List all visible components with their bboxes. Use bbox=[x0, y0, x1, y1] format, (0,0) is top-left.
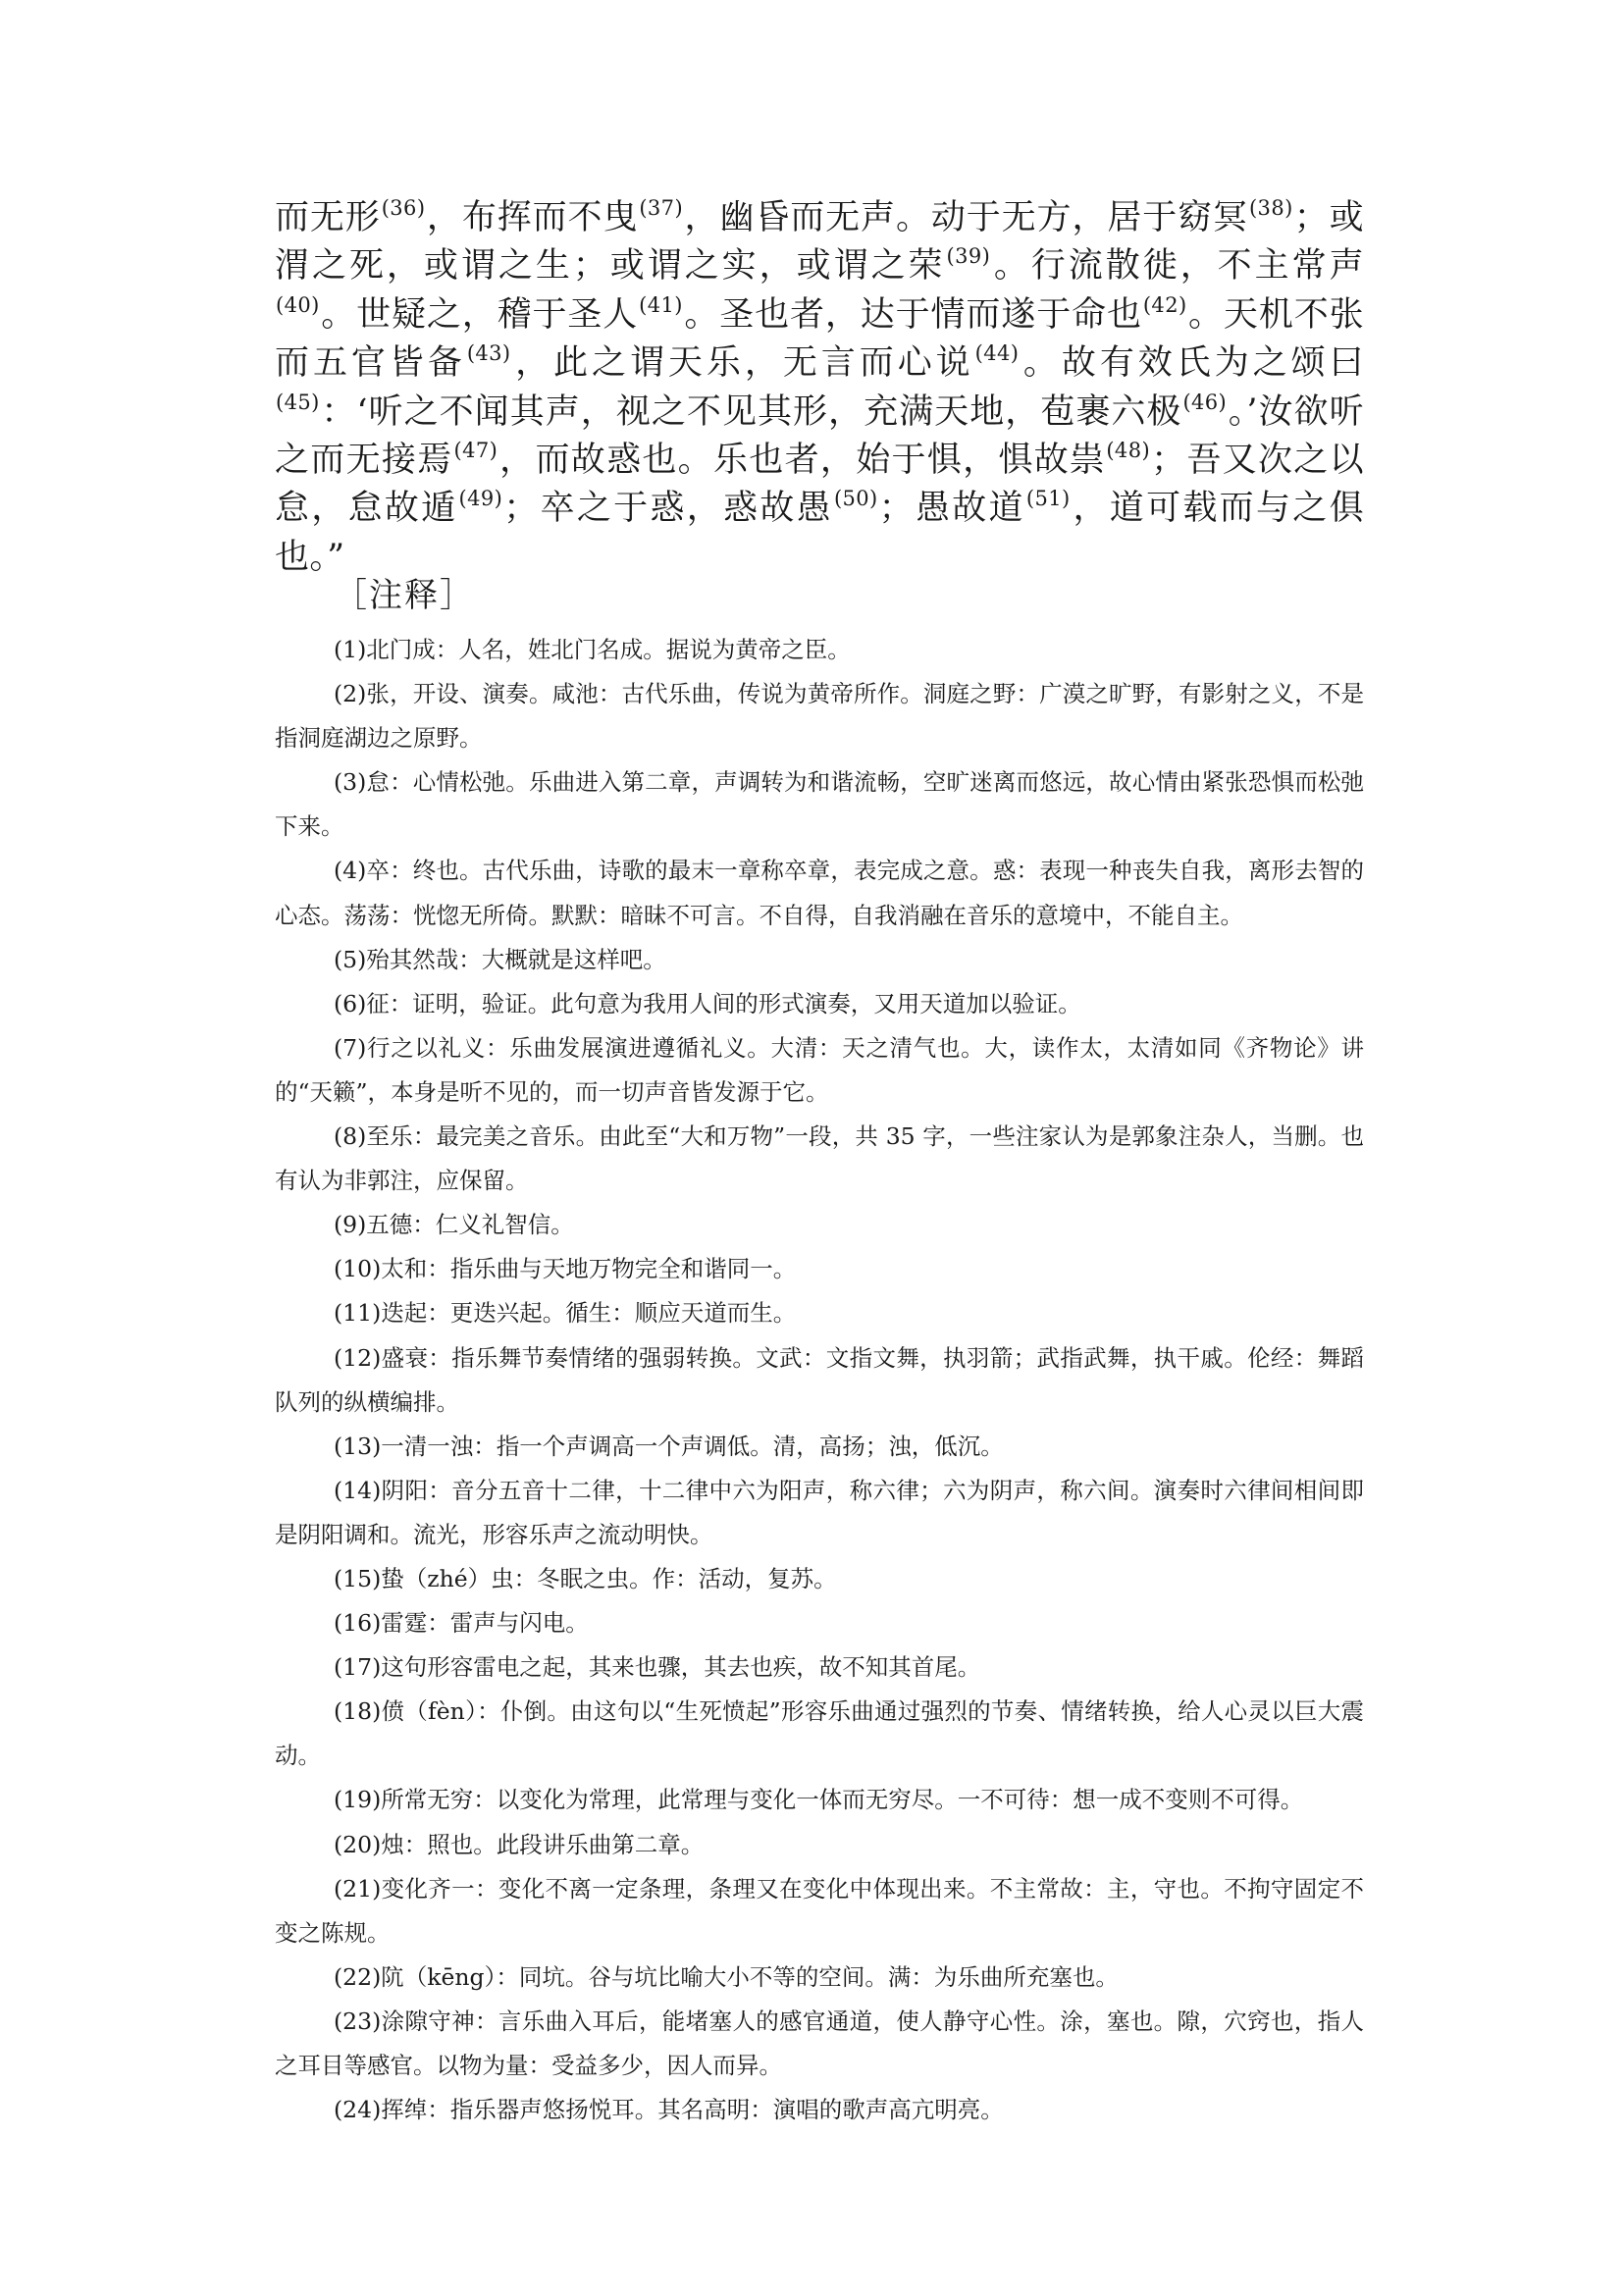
note-reference-marker: (46) bbox=[1182, 390, 1228, 414]
note-item: (2)张，开设、演奏。咸池：古代乐曲，传说为黄帝所作。洞庭之野：广漠之旷野，有影射之义，不是指洞庭湖边之原野。 bbox=[275, 680, 1364, 753]
note-item: (23)涂隙守神：言乐曲入耳后，能堵塞人的感官通道，使人静守心性。涂，塞也。隙，穴窍也，指人之耳目等感官。以物为量：受益多少，因人而异。 bbox=[275, 2007, 1364, 2079]
note-item: (7)行之以礼义：乐曲发展演进遵循礼义。大清：天之清气也。大，读作太，太清如同《齐物论》讲的“天籁”，本身是听不见的，而一切声音皆发源于它。 bbox=[275, 1033, 1364, 1106]
note-item: (8)至乐：最完美之音乐。由此至“大和万物”一段，共 35 字，一些注家认为是郭象注杂人，当删。也有认为非郭注，应保留。 bbox=[275, 1122, 1364, 1195]
note-item: (11)迭起：更迭兴起。循生：顺应天道而生。 bbox=[334, 1299, 797, 1328]
main-text-segment: 。故有效氏为之颂曰 bbox=[1020, 343, 1364, 384]
note-reference-marker: (45) bbox=[276, 390, 320, 414]
note-item: (22)阬（kēng）：同坑。谷与坑比喻大小不等的空间。满：为乐曲所充塞也。 bbox=[334, 1962, 1119, 1991]
main-text-segment: 而无形 bbox=[275, 198, 381, 237]
note-item: (9)五德：仁义礼智信。 bbox=[334, 1211, 574, 1239]
note-item: (5)殆其然哉：大概就是这样吧。 bbox=[334, 945, 666, 973]
note-reference-marker: (41) bbox=[639, 292, 683, 317]
main-text-segment: ，此之谓天乐，无言而心说 bbox=[511, 343, 974, 384]
note-item: (19)所常无穷：以变化为常理，此常理与变化一体而无穷尽。一不可待：想一成不变则不可得。 bbox=[334, 1786, 1304, 1814]
main-text-segment: ；吾又次之以怠，怠故遁 bbox=[275, 441, 1364, 529]
main-text-segment: 。天机不张而五官皆备 bbox=[275, 294, 1364, 384]
note-item: (1)北门成：人名，姓北门名成。据说为黄帝之臣。 bbox=[334, 636, 851, 663]
note-item: (12)盛衰：指乐舞节奏情绪的强弱转换。文武：文指文舞，执羽箭；武指武舞，执干戚。伦经：舞蹈队列的纵横编排。 bbox=[275, 1343, 1364, 1416]
main-text-segment: ；愚故道 bbox=[878, 489, 1025, 529]
main-text-paragraph bbox=[275, 194, 1364, 582]
note-item: (14)阴阳：音分五音十二律，十二律中六为阳声，称六律；六为阴声，称六间。演奏时六律间相间即是阴阳调和。流光，形容乐声之流动明快。 bbox=[275, 1476, 1364, 1548]
main-text-segment: ；卒之于惑，惑故愚 bbox=[503, 489, 833, 529]
note-item: (13)一清一浊：指一个声调高一个声调低。清，高扬；浊，低沉。 bbox=[334, 1432, 1004, 1460]
note-item: (20)烛：照也。此段讲乐曲第二章。 bbox=[334, 1830, 705, 1858]
note-reference-marker: (40) bbox=[276, 292, 320, 317]
main-text-segment: ，布挥而不曳 bbox=[426, 198, 639, 237]
note-reference-marker: (47) bbox=[453, 439, 498, 463]
main-text-segment: ，而故惑也。乐也者，始于惧，惧故祟 bbox=[498, 441, 1106, 481]
note-reference-marker: (51) bbox=[1025, 487, 1071, 511]
note-item: (6)征：证明，验证。此句意为我用人间的形式演奏，又用天道加以验证。 bbox=[334, 989, 1081, 1017]
main-text-segment: 。圣也者，达于情而遂于命也 bbox=[683, 294, 1142, 335]
note-reference-marker: (48) bbox=[1106, 439, 1151, 463]
note-item: (10)太和：指乐曲与天地万物完全和谐同一。 bbox=[334, 1255, 797, 1283]
note-reference-marker: (50) bbox=[833, 487, 878, 511]
notes-heading: ［注释］ bbox=[334, 576, 475, 615]
main-text-segment: 。’汝欲听之而无接焉 bbox=[275, 391, 1364, 481]
note-item: (17)这句形容雷电之起，其来也骤，其去也疾，故不知其首尾。 bbox=[334, 1653, 981, 1682]
note-reference-marker: (36) bbox=[381, 196, 426, 220]
main-text-segment: ，道可载而与之俱也。” bbox=[275, 489, 1364, 577]
main-text-segment: 。行流散徙，不主常声 bbox=[991, 246, 1364, 287]
note-item: (24)挥绰：指乐器声悠扬悦耳。其名高明：演唱的歌声高亢明亮。 bbox=[334, 2096, 1004, 2124]
note-reference-marker: (44) bbox=[974, 341, 1020, 366]
note-reference-marker: (43) bbox=[466, 341, 511, 366]
note-reference-marker: (38) bbox=[1248, 196, 1293, 220]
note-item: (15)蛰（zhé）虫：冬眠之虫。作：活动，复苏。 bbox=[334, 1564, 837, 1592]
note-item: (16)雷霆：雷声与闪电。 bbox=[334, 1609, 589, 1638]
note-reference-marker: (42) bbox=[1142, 292, 1187, 317]
notes-list bbox=[275, 628, 1364, 2132]
main-text-segment: 。世疑之，稽于圣人 bbox=[320, 294, 639, 335]
note-item: (21)变化齐一：变化不离一定条理，条理又在变化中体现出来。不主常故：主，守也。不拘守固定不变之陈规。 bbox=[275, 1874, 1364, 1947]
note-item: (4)卒：终也。古代乐曲，诗歌的最末一章称卒章，表完成之意。惑：表现一种丧失自我，离形去智的心态。荡荡：恍惚无所倚。默默：暗昧不可言。不自得，自我消融在音乐的意境中，不能自主。 bbox=[275, 857, 1364, 929]
note-reference-marker: (37) bbox=[639, 196, 684, 220]
main-text-segment: ；或渭之死，或谓之生；或谓之实，或谓之荣 bbox=[275, 198, 1364, 287]
note-item: (3)怠：心情松弛。乐曲进入第二章，声调转为和谐流畅，空旷迷离而悠远，故心情由紧张恐惧而松弛下来。 bbox=[275, 768, 1364, 841]
main-text-segment: ，幽昏而无声。动于无方，居于窈冥 bbox=[684, 198, 1248, 237]
note-item: (18)偾（fèn）：仆倒。由这句以“生死愤起”形容乐曲通过强烈的节奏、情绪转换，给人心灵以巨大震动。 bbox=[275, 1697, 1364, 1770]
main-text-segment: ：‘听之不闻其声，视之不见其形，充满天地，苞裹六极 bbox=[320, 391, 1182, 432]
note-reference-marker: (39) bbox=[946, 244, 991, 269]
note-reference-marker: (49) bbox=[458, 487, 503, 511]
